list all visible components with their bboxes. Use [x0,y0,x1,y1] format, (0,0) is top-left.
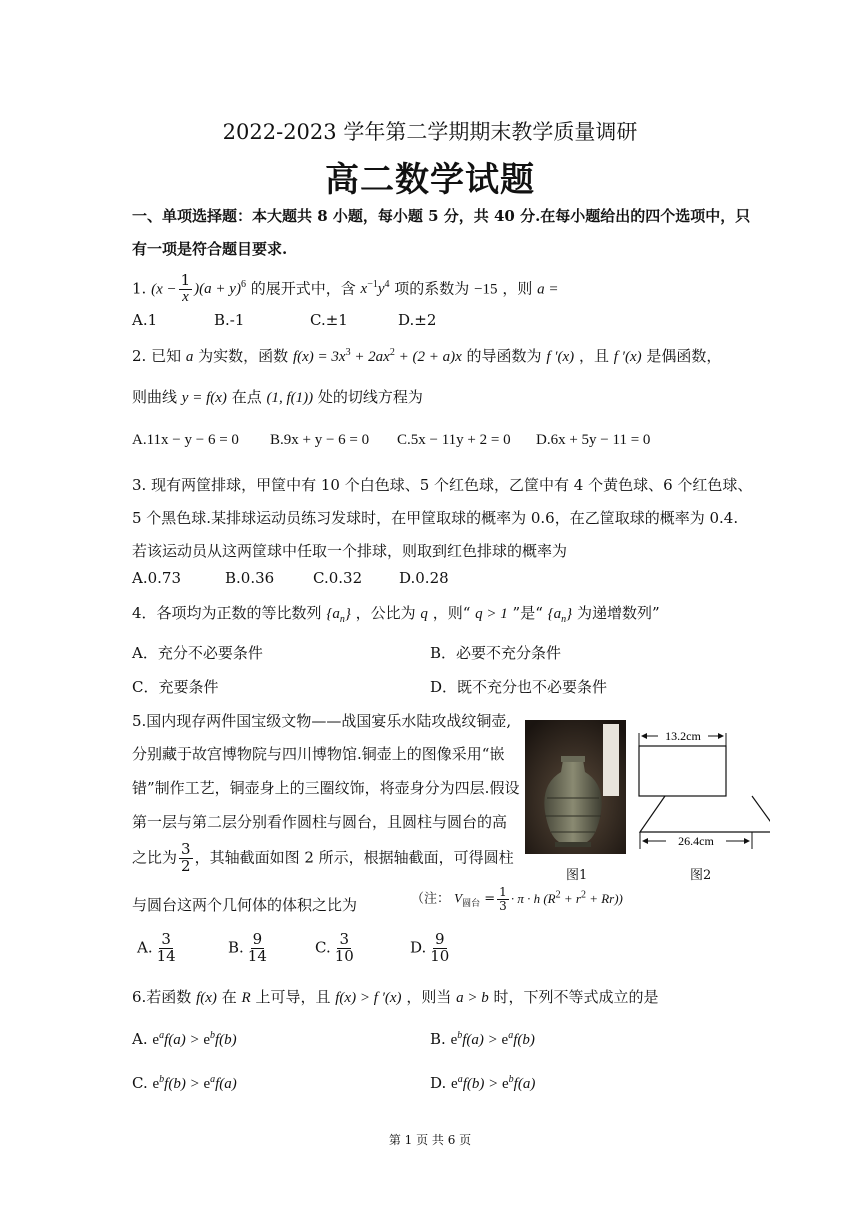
question-3-line2: 5 个黑色球.某排球运动员练习发球时，在甲筐取球的概率为 0.6，在乙筐取球的概率为 0.4. [132,509,739,527]
q3-option-c[interactable]: C.0.32 [313,569,363,587]
q5-option-d[interactable]: D. $\frac{9}{10}$ [410,930,450,965]
q2-option-a[interactable]: A.11x − y − 6 = 0 [132,432,239,448]
q3-option-a[interactable]: A.0.73 [132,569,181,587]
formula-note: （注： $V_{圆台}$ = $\frac{1}{3}$ · π · h $(R^2 + r^2 + Rr)$) [411,885,623,913]
ratio-fraction: $\frac{3}{2}$ [181,840,191,875]
exam-title: 高二数学试题 [325,160,535,200]
q3-option-b[interactable]: B.0.36 [225,569,275,587]
exam-subtitle: 2022-2023 学年第二学期期末教学质量调研 [222,120,638,144]
question-6: 6.若函数 f(x) 在 R 上可导，且 f(x) > f ′(x) ，则当 a > b 时，下列不等式成立的是 [132,988,659,1006]
question-2-line2: 则曲线 y = f(x) 在点 (1, f(1)) 处的切线方程为 [132,388,423,406]
q4-option-d[interactable]: D．既不充分也不必要条件 [430,678,608,696]
q6-option-a[interactable]: A. $e^af(a) > e^bf(b)$ [132,1030,237,1048]
question-5-line6: 与圆台这两个几何体的体积之比为 [132,896,358,914]
question-5-line3: 错”制作工艺，铜壶身上的三圈纹饰，将壶身分为四层.假设 [132,779,520,797]
figure-1-photo [525,720,626,854]
figure-2-label: 图2 [690,868,712,883]
q1-option-d[interactable]: D.±2 [398,311,437,329]
q1-expression: (x − [151,281,177,298]
question-5-line4: 第一层与第二层分别看作圆柱与圆台，且圆柱与圆台的高 [132,813,508,831]
question-3-line1: 3. 现有两筐排球，甲筐中有 10 个白色球、5 个红色球，乙筐中有 4 个黄色球、6 个红色球、 [132,476,753,494]
q1-option-c[interactable]: C.±1 [310,311,348,329]
q1-number: 1. [132,279,147,298]
bronze-vessel-image [525,720,626,854]
question-1: 1. (x − $\frac{1}{x}$ )$(a + y)^6$ 的展开式中，含 $x^{-1}y^4$ 项的系数为 −15 ，则 a = [132,271,559,305]
q2-option-b[interactable]: B.9x + y − 6 = 0 [270,432,370,448]
q3-option-d[interactable]: D.0.28 [399,569,449,587]
q5-option-c[interactable]: C. $\frac{3}{10}$ [315,930,354,965]
q1-fraction: $\frac{1}{x}$ [180,271,191,305]
q5-option-a[interactable]: A. $\frac{3}{14}$ [137,930,176,965]
page-footer: 第 1 页 共 6 页 [388,1133,472,1147]
figure-2-section [630,724,770,854]
q1-text-a: 的展开式中，含 [250,279,356,298]
top-dimension: 13.2cm [665,729,701,743]
bottom-dimension: 26.4cm [678,834,714,848]
q5-option-b[interactable]: B. $\frac{9}{14}$ [228,930,267,965]
question-5-line5: 之比为 $\frac{3}{2}$ ，其轴截面如图 2 所示，根据轴截面，可得圆柱 [132,840,514,875]
question-5-line2: 分别藏于故宫博物院与四川博物馆.铜壶上的图像采用“嵌 [132,745,505,763]
q6-option-d[interactable]: D. $e^af(b) > e^bf(a)$ [430,1074,536,1092]
q4-option-b[interactable]: B．必要不充分条件 [430,644,562,662]
q1-text-c: ，则 [502,279,533,298]
q2-option-d[interactable]: D.6x + 5y − 11 = 0 [536,432,651,448]
q6-option-b[interactable]: B. $e^bf(a) > e^af(b)$ [430,1030,535,1048]
q1-text-b: 项的系数为 [394,279,470,298]
section-instruction-line2: 有一项是符合题目要求. [132,240,288,258]
q4-option-c[interactable]: C．充要条件 [132,678,219,696]
q6-option-c[interactable]: C. $e^bf(b) > e^af(a)$ [132,1074,237,1092]
q1-option-b[interactable]: B.-1 [214,311,245,329]
q1-option-a[interactable]: A.1 [132,311,158,329]
q4-option-a[interactable]: A．充分不必要条件 [132,644,263,662]
q2-option-c[interactable]: C.5x − 11y + 2 = 0 [397,432,511,448]
question-2-line1: 2. 已知 a 为实数，函数 $f(x) = 3x^3 + 2ax^2 + (2 + a)x$ 的导函数为 f ′(x) ，且 f ′(x) 是偶函数， [132,347,722,365]
figure-1-label: 图1 [566,868,588,883]
section-instruction-line1: 一、单项选择题：本大题共 8 小题，每小题 5 分，共 40 分.在每小题给出的四个选项中，只 [132,207,751,225]
question-3-line3: 若该运动员从这两筐球中任取一个排球，则取到红色排球的概率为 [132,542,568,560]
question-5-line1: 5.国内现存两件国宝级文物——战国宴乐水陆攻战纹铜壶, [132,712,512,730]
question-4: 4．各项均为正数的等比数列 $\{a_n\}$ ，公比为 q ，则“ q > 1 ”是“ $\{a_n\}$ 为递增数列” [132,604,660,625]
